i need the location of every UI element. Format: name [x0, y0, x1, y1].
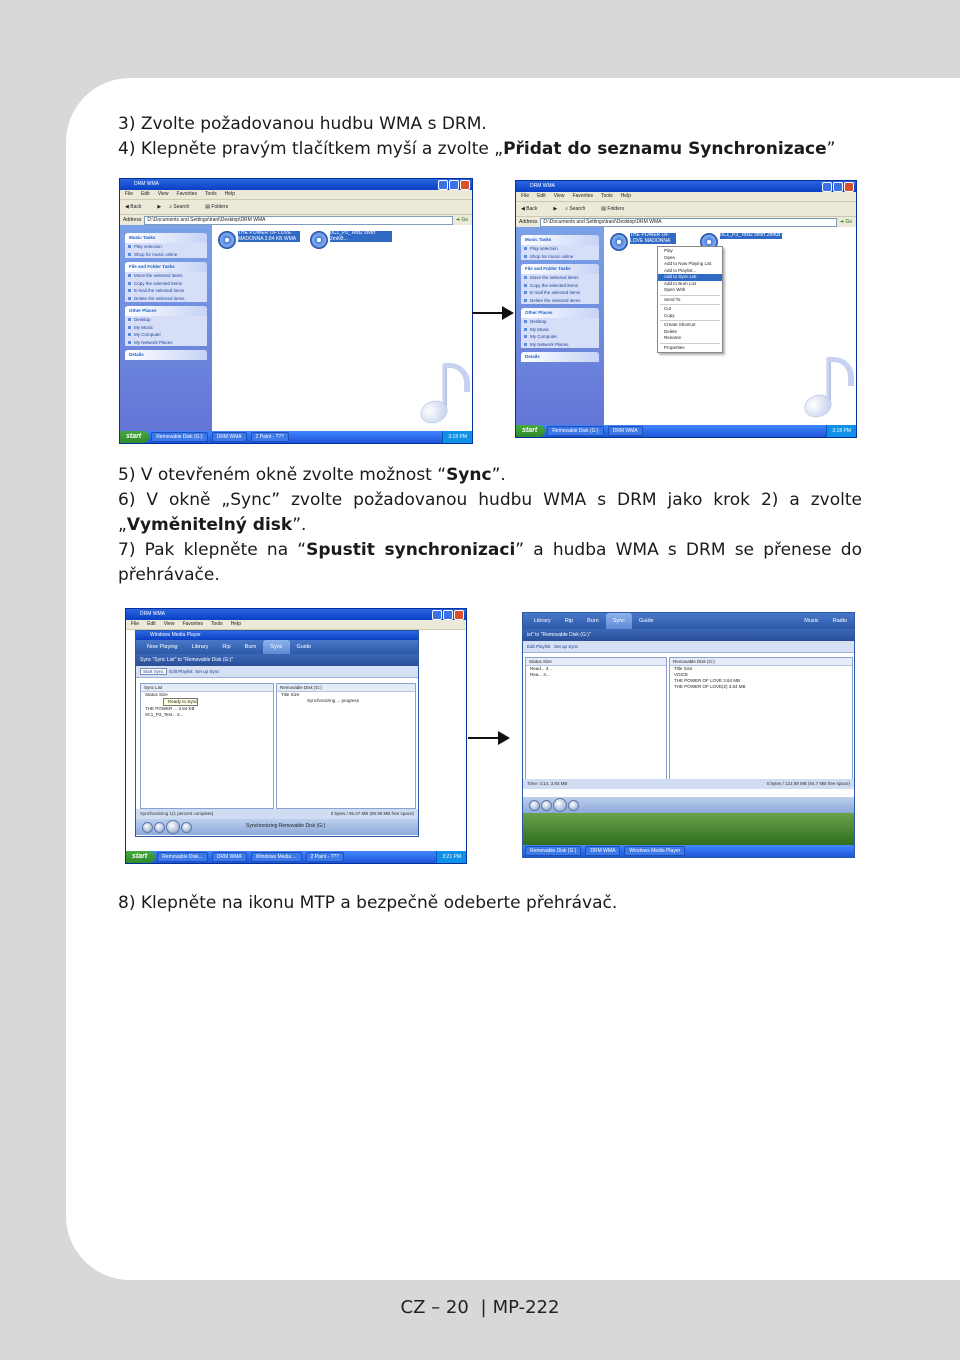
device-pane: Removable Disk (G:) Title Size VOICE THE POWER OF LOVE 3.84 MB THE POWER OF LOVE(2) 3.84 MB	[669, 657, 853, 781]
media-player-window	[135, 630, 419, 837]
edit-playlist-button[interactable]: Edit Playlist	[527, 644, 551, 649]
context-menu-item[interactable]: Add to Now Playing List	[664, 261, 712, 266]
menu-file[interactable]: File	[521, 193, 530, 199]
stop-icon[interactable]	[529, 800, 540, 811]
tab-rip[interactable]: Rip	[564, 618, 574, 624]
menu-bar	[120, 190, 472, 200]
menu-view[interactable]: View	[553, 193, 565, 199]
task-link[interactable]: Play selection	[125, 243, 207, 251]
set-up-sync-button[interactable]: Set up Sync	[195, 669, 220, 674]
music-note-watermark-icon	[420, 363, 466, 423]
footer-separator: |	[480, 1297, 487, 1318]
menu-tools[interactable]: Tools	[211, 621, 223, 627]
address-label: Address	[519, 219, 538, 225]
place-link[interactable]: Desktop	[125, 316, 207, 324]
sync-status: Synchronizing 1(1 percent complete) 0 bytes / 96.37 MB (99.99 MB free space)	[136, 809, 418, 819]
taskbar	[523, 845, 854, 857]
step-4: 4) Klepněte pravým tlačítkem myší a zvolte „Přidat do seznamu Synchronizace”	[118, 139, 836, 159]
sync-status: Time: 4:14, 3.93 MB 0 bytes / 122.89 MB (94.7 MB free space)	[523, 779, 854, 789]
maximize-icon[interactable]	[449, 180, 459, 190]
file-name: THE POWER OF LOVE MADONNA	[630, 233, 676, 244]
music-file-icon	[218, 231, 236, 249]
taskbar-item[interactable]: 2 Paint - ???	[306, 852, 344, 862]
menu-bar	[516, 192, 856, 202]
taskbar-item[interactable]: Windows Media ...	[251, 852, 302, 862]
context-menu-item[interactable]: Send To	[664, 296, 681, 302]
task-link[interactable]: Move the selected items	[521, 274, 599, 282]
sync-title-bar: Sync "Sync List" to "Removable Disk (G:)"	[136, 654, 418, 666]
sync-list-pane: Sync List Status Size Ready to Sync THE POWER ... 3.84 KB 0C1_P3_Test... 3...	[140, 683, 274, 809]
maximize-icon[interactable]	[833, 182, 843, 192]
step-7: 7) Pak klepněte na “Spustit synchronizaci” a hudba WMA s DRM se přenese do přehrávače.	[118, 540, 862, 585]
file-item[interactable]	[218, 231, 300, 249]
details-panel: Details	[125, 350, 207, 360]
model-name: MP-222	[492, 1297, 560, 1318]
file-name: THE POWER OF LOVE MADONNA 3.84 KB WMA	[238, 231, 300, 242]
list-item[interactable]: 0C1_P3_Test... 3...	[145, 712, 184, 717]
context-menu-item[interactable]: Add to Burn List	[664, 280, 697, 286]
playback-controls	[523, 797, 854, 813]
menu-separator	[660, 295, 720, 296]
wmp-tabs	[523, 613, 854, 629]
taskbar-item[interactable]: Removable Disk (G:)	[151, 432, 207, 442]
music-tasks-panel: Music Tasks Play selection Shop for music online	[521, 235, 599, 260]
sync-actions	[136, 666, 418, 678]
menu-separator	[660, 343, 720, 344]
tab-sync[interactable]: Sync	[263, 640, 289, 654]
task-link[interactable]: E-mail the selected items	[521, 289, 599, 297]
place-link[interactable]: My Computer	[521, 333, 599, 341]
task-link[interactable]: E-mail the selected items	[125, 287, 207, 295]
close-icon[interactable]	[454, 610, 464, 620]
set-up-sync-button[interactable]: Set up Sync	[554, 644, 579, 649]
task-link[interactable]: Delete the selected items	[521, 297, 599, 305]
page-number: 20	[445, 1297, 469, 1318]
next-icon[interactable]	[181, 822, 192, 833]
search-button[interactable]: ⌕ Search	[169, 204, 190, 210]
context-menu-item[interactable]: Add to Sync List	[658, 274, 722, 281]
menu-favorites[interactable]: Favorites	[572, 193, 593, 199]
sync-title-bar: ist" to "Removable Disk (G:)"	[523, 629, 854, 641]
tab-guide[interactable]: Guide	[638, 618, 654, 624]
list-item[interactable]: THE POWER ... 3.84 KB	[145, 706, 195, 711]
previous-icon[interactable]	[541, 800, 552, 811]
next-icon[interactable]	[568, 800, 579, 811]
maximize-icon[interactable]	[443, 610, 453, 620]
music-file-icon	[610, 233, 628, 251]
footer-language: CZ	[400, 1297, 426, 1318]
start-sync-button[interactable]: Start Sync	[140, 668, 167, 675]
screenshot-sync-done	[522, 612, 855, 858]
tab-library[interactable]: Library	[191, 644, 209, 650]
context-menu-item[interactable]: Properties	[664, 344, 685, 350]
column-header: Title Size	[674, 666, 693, 671]
column-header: Status Size	[145, 692, 168, 697]
menu-edit[interactable]: Edit	[141, 191, 150, 197]
address-input[interactable]: D:\Documents and Settings\tranl\Desktop\DRM WMA	[540, 218, 836, 227]
tab-music[interactable]: Music	[804, 618, 819, 624]
forward-icon[interactable]: ▶	[157, 204, 162, 210]
context-menu-item[interactable]: Delete	[664, 328, 678, 334]
list-item[interactable]: Read... 3...	[530, 666, 553, 671]
menu-tools[interactable]: Tools	[601, 193, 613, 199]
context-menu	[657, 246, 723, 353]
media-player-title: Windows Media Player	[136, 631, 418, 640]
file-view	[212, 225, 472, 431]
wmp-tabs	[136, 640, 418, 654]
tab-burn[interactable]: Burn	[587, 618, 599, 624]
minimize-icon[interactable]	[438, 180, 448, 190]
menu-favorites[interactable]: Favorites	[182, 621, 203, 627]
tab-burn[interactable]: Burn	[244, 644, 257, 650]
other-places-panel: Other Places Desktop My Music My Computer My Network Places	[521, 308, 599, 348]
window-title: DRM WMA	[120, 179, 472, 190]
menu-favorites[interactable]: Favorites	[176, 191, 197, 197]
tab-now-playing[interactable]: Now Playing	[147, 644, 178, 650]
window-title: DRM WMA	[126, 609, 466, 620]
device-pane: Removable Disk (G:) Title Size Synchronizing ... progress	[276, 683, 416, 809]
task-link[interactable]: Copy the selected items	[521, 282, 599, 290]
clock: 3:18 PM	[442, 431, 472, 443]
toolbar	[120, 200, 472, 215]
context-menu-item[interactable]: Play	[664, 248, 673, 253]
place-link[interactable]: My Music	[125, 324, 207, 332]
clock: 3:18 PM	[826, 425, 856, 437]
place-link[interactable]: My Music	[521, 326, 599, 334]
folders-button[interactable]: ▤ Folders	[601, 206, 625, 212]
back-button[interactable]: ◀ Back	[125, 204, 142, 210]
file-name: 0C1_P3_Test2 short 2mKB...	[330, 231, 392, 242]
taskbar-item[interactable]: Removable Disk (G:)	[547, 426, 603, 436]
context-menu-item[interactable]: Create Shortcut	[664, 322, 696, 327]
go-button[interactable]: ➔ Go	[455, 217, 468, 223]
column-header: Title Size	[281, 692, 300, 697]
footer-dash: –	[431, 1297, 441, 1318]
sync-list-pane: Status Size Read... 3... Rea... 3...	[525, 657, 667, 781]
page-footer	[0, 1297, 960, 1318]
taskbar	[120, 431, 472, 443]
search-button[interactable]: ⌕ Search	[565, 206, 586, 212]
file-name: 0C1_P3_Test2 short 2mKB	[720, 232, 781, 238]
menu-file[interactable]: File	[125, 191, 134, 197]
edit-playlist-button[interactable]: Edit Playlist	[169, 669, 193, 674]
task-pane	[516, 227, 604, 425]
music-tasks-panel: Music Tasks Play selection Shop for music online	[125, 233, 207, 258]
file-view	[604, 227, 856, 425]
taskbar-item[interactable]: 2 Paint - ???	[251, 432, 289, 442]
playback-controls	[136, 819, 418, 835]
menu-separator	[660, 304, 720, 305]
screenshot-sync-start	[125, 608, 467, 864]
taskbar	[516, 425, 856, 437]
taskbar-item[interactable]: DRM WMA	[212, 852, 247, 862]
task-link[interactable]: Move the selected items	[125, 272, 207, 280]
taskbar-item[interactable]: DRM WMA	[608, 426, 643, 436]
play-icon[interactable]	[166, 820, 180, 834]
window-title: DRM WMA	[516, 181, 856, 192]
start-button[interactable]: start	[120, 431, 149, 443]
context-menu-item[interactable]: Add to Playlist...	[664, 267, 697, 273]
menu-bar	[126, 620, 466, 630]
step-6: 6) V okně „Sync” zvolte požadovanou hudbu WMA s DRM jako krok 2) a zvolte „Vyměnitelný disk”.	[118, 490, 862, 535]
minimize-icon[interactable]	[432, 610, 442, 620]
context-menu-item[interactable]: Cut	[664, 306, 672, 311]
back-button[interactable]: ◀ Back	[521, 206, 538, 212]
menu-help[interactable]: Help	[224, 191, 235, 197]
tab-library[interactable]: Library	[534, 618, 551, 624]
arrow-right-icon	[472, 312, 512, 314]
tab-radio[interactable]: Radio	[832, 618, 847, 624]
go-button[interactable]: ➔ Go	[839, 219, 852, 225]
music-file-icon	[310, 231, 328, 249]
menu-tools[interactable]: Tools	[205, 191, 217, 197]
menu-separator	[660, 320, 720, 321]
toolbar	[516, 202, 856, 217]
stop-icon[interactable]	[142, 822, 153, 833]
taskbar	[126, 851, 466, 863]
details-panel: Details	[521, 352, 599, 362]
previous-icon[interactable]	[154, 822, 165, 833]
other-places-panel: Other Places Desktop My Music My Computer My Network Places	[125, 306, 207, 346]
task-link[interactable]: Shop for music online	[125, 251, 207, 259]
start-button[interactable]: start	[126, 851, 155, 863]
place-link[interactable]: My Network Places	[125, 339, 207, 347]
file-tasks-panel: File and Folder Tasks Move the selected items Copy the selected items E-mail the selected items Delete the selected items	[521, 264, 599, 304]
task-link[interactable]: Copy the selected items	[125, 280, 207, 288]
list-item[interactable]: VOICE	[674, 672, 689, 677]
address-input[interactable]: D:\Documents and Settings\tranl\Desktop\DRM WMA	[144, 216, 452, 225]
task-link[interactable]: Delete the selected items	[125, 295, 207, 303]
place-link[interactable]: My Computer	[125, 331, 207, 339]
context-menu-item[interactable]: Open With	[664, 287, 686, 292]
play-icon[interactable]	[553, 798, 567, 812]
taskbar-item[interactable]: DRM WMA	[585, 846, 620, 856]
taskbar-item[interactable]: Removable Disk (G:)	[525, 846, 581, 856]
context-menu-item[interactable]: Rename	[664, 335, 682, 340]
menu-edit[interactable]: Edit	[537, 193, 546, 199]
task-link[interactable]: Play selection	[521, 245, 599, 253]
progress-text: Synchronizing ... progress	[307, 698, 360, 703]
sync-progress-label: Synchronizing Removable Disk (G:)	[246, 823, 326, 829]
context-menu-item[interactable]: Open	[664, 254, 676, 260]
clock: 3:21 PM	[436, 851, 466, 863]
status-tooltip: Ready to Sync	[163, 698, 198, 706]
start-button[interactable]: start	[516, 425, 545, 437]
menu-help[interactable]: Help	[230, 621, 241, 627]
list-item[interactable]: Rea... 3...	[530, 672, 550, 677]
desktop-wallpaper	[523, 813, 854, 845]
tab-guide[interactable]: Guide	[296, 644, 312, 650]
taskbar-item[interactable]: Removable Disk...	[157, 852, 208, 862]
step-5: 5) V otevřeném okně zvolte možnost “Sync”.	[118, 465, 506, 485]
taskbar-item[interactable]: Windows Media Player	[624, 846, 685, 856]
arrow-right-icon	[468, 737, 508, 739]
menu-edit[interactable]: Edit	[147, 621, 156, 627]
close-icon[interactable]	[460, 180, 470, 190]
file-item[interactable]	[310, 231, 392, 249]
close-icon[interactable]	[844, 182, 854, 192]
folders-button[interactable]: ▤ Folders	[205, 204, 229, 210]
taskbar-item[interactable]: DRM WMA	[212, 432, 247, 442]
file-tasks-panel: File and Folder Tasks Move the selected items Copy the selected items E-mail the selected items Delete the selected items	[125, 262, 207, 302]
screenshot-explorer	[119, 178, 473, 444]
menu-view[interactable]: View	[163, 621, 175, 627]
tab-sync[interactable]: Sync	[606, 613, 632, 629]
menu-view[interactable]: View	[157, 191, 169, 197]
place-link[interactable]: Desktop	[521, 318, 599, 326]
sync-actions	[523, 641, 854, 653]
place-link[interactable]: My Network Places	[521, 341, 599, 349]
step-3: 3) Zvolte požadovanou hudbu WMA s DRM.	[118, 114, 487, 134]
music-note-watermark-icon	[804, 357, 850, 417]
screenshot-context-menu	[515, 180, 857, 438]
menu-file[interactable]: File	[131, 621, 140, 627]
list-item[interactable]: THE POWER OF LOVE(2) 3.84 MB	[674, 684, 746, 689]
task-pane	[120, 225, 212, 431]
context-menu-item[interactable]: Copy	[664, 312, 675, 318]
list-item[interactable]: THE POWER OF LOVE 3.84 MB	[674, 678, 741, 683]
forward-icon[interactable]: ▶	[553, 206, 558, 212]
menu-help[interactable]: Help	[620, 193, 631, 199]
address-label: Address	[123, 217, 142, 223]
minimize-icon[interactable]	[822, 182, 832, 192]
task-link[interactable]: Shop for music online	[521, 253, 599, 261]
tab-rip[interactable]: Rip	[222, 644, 231, 650]
step-8: 8) Klepněte na ikonu MTP a bezpečně odeberte přehrávač.	[118, 893, 618, 913]
